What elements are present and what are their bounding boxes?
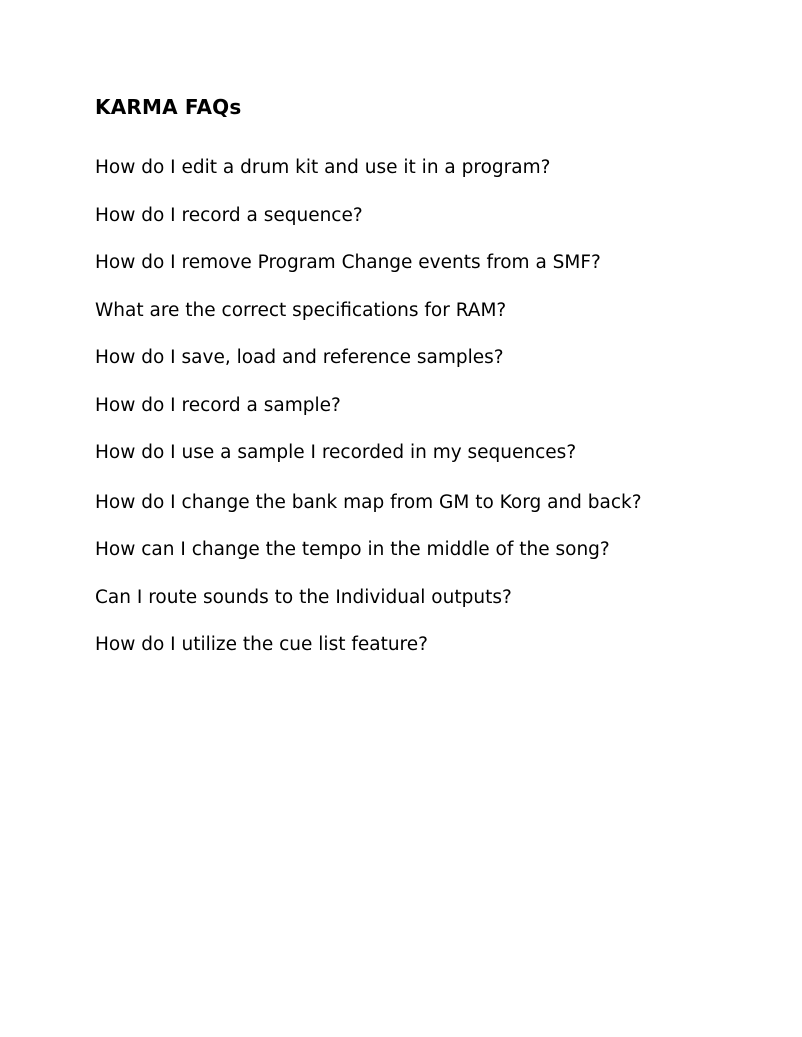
faq-link[interactable]: How do I edit a drum kit and use it in a program? bbox=[95, 157, 551, 178]
faq-link[interactable]: How do I change the bank map from GM to Korg and back? bbox=[95, 491, 642, 513]
faq-link[interactable]: How do I record a sequence? bbox=[95, 204, 363, 226]
faq-list bbox=[95, 155, 642, 680]
faq-link[interactable]: How do I utilize the cue list feature? bbox=[95, 634, 428, 655]
faq-link[interactable]: How do I use a sample I recorded in my sequences? bbox=[95, 442, 577, 463]
faq-link[interactable]: What are the correct specifications for RAM? bbox=[95, 299, 507, 321]
faq-link[interactable]: How can I change the tempo in the middle of the song? bbox=[95, 539, 610, 560]
faq-link[interactable]: How do I record a sample? bbox=[95, 394, 341, 416]
page-title: KARMA FAQs bbox=[95, 95, 242, 119]
faq-link[interactable]: How do I save, load and reference samples? bbox=[95, 347, 504, 368]
faq-link[interactable]: How do I remove Program Change events from a SMF? bbox=[95, 252, 601, 273]
faq-link[interactable]: Can I route sounds to the Individual outputs? bbox=[95, 586, 512, 608]
